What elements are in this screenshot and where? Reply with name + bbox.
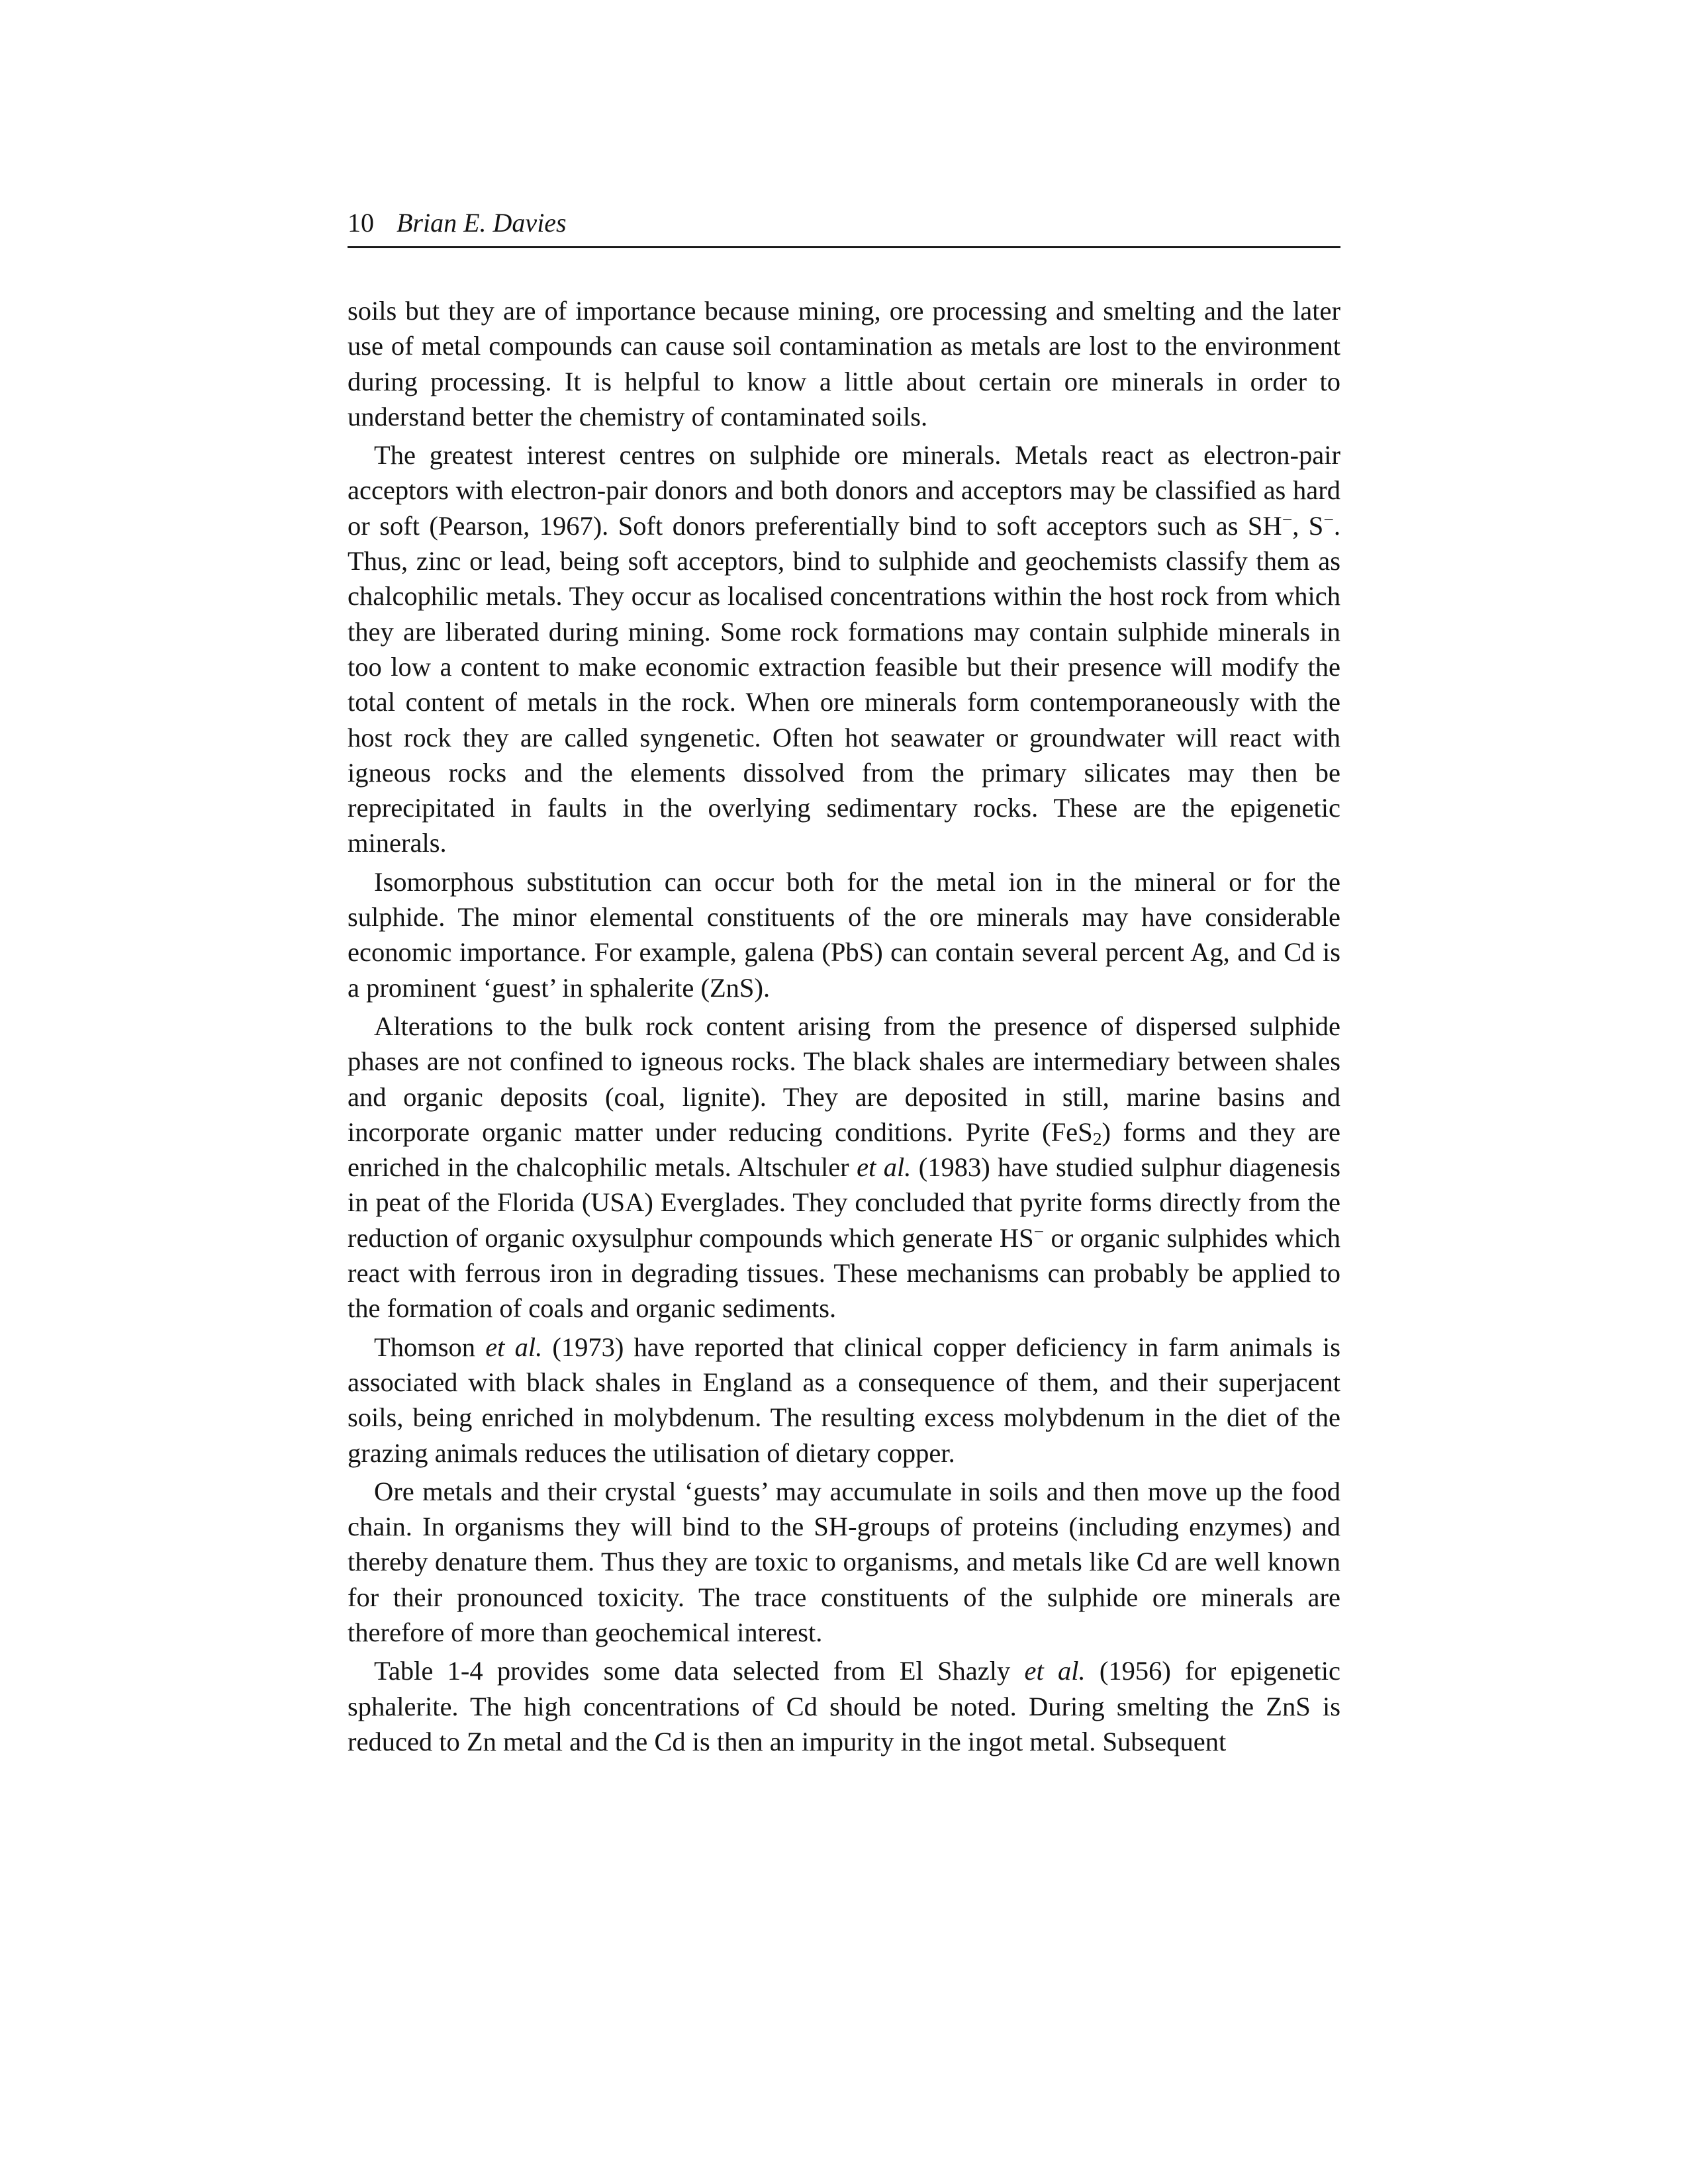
superscript-minus: − <box>1033 1220 1045 1242</box>
p5-text-b: (1973) have reported that clinical copper deficiency in farm animals is associated with black shales in England as a consequence of them, and their superjacent soils, being enriched in molybdenum. The resulting excess molybdenum in the diet of the grazing animals reduces the utilisation of dietary copper. <box>348 1332 1341 1468</box>
et-al-italic: et al. <box>1024 1656 1086 1686</box>
p7-text-b: (1956) for epigenetic sphalerite. The high concentrations of Cd should be noted. During smelting the ZnS is reduced to Zn metal and the Cd is then an impurity in the ingot metal. Subsequent <box>348 1656 1341 1756</box>
p4-text-d: or organic sulphides which react with ferrous iron in degrading tissues. These mechanisms can probably be applied to the formation of coals and organic sediments. <box>348 1222 1340 1324</box>
et-al-italic: et al. <box>485 1332 543 1362</box>
p5-text-a: Thomson <box>374 1332 476 1362</box>
paragraph-6: Ore metals and their crystal ‘guests’ may accumulate in soils and then move up the food chain. In organisms they will bind to the SH-groups of proteins (including enzymes) and thereby denature them. Thus they are toxic to organisms, and metals like Cd are well known for their pronounced toxicity. The trace constituents of the sulphide ore minerals are therefore of more than geochemical interest. <box>348 1476 1340 1647</box>
body-text <box>348 293 1340 1759</box>
paragraph-7 <box>348 1653 1340 1759</box>
paragraph-5 <box>348 1330 1340 1471</box>
p2-text-c: . Thus, zinc or lead, being soft acceptors, bind to sulphide and geochemists classify them as chalcophilic metals. They occur as localised concentrations within the host rock from which they are liberated during mining. Some rock formations may contain sulphide minerals in too low a content to make economic extraction feasible but their presence will modify the total content of metals in the rock. When ore minerals form contemporaneously with the host rock they are called syngenetic. Often hot seawater or groundwater will react with igneous rocks and the elements dissolved from the primary silicates may then be reprecipitated in faults in the overlying sedimentary rocks. These are the epigenetic minerals. <box>348 510 1340 858</box>
paragraph-1: soils but they are of importance because mining, ore processing and smelting and the later use of metal compounds can cause soil contamination as metals are lost to the environment during processing. It is helpful to know a little about certain ore minerals in order to understand better the chemistry of contaminated soils. <box>348 296 1340 432</box>
page-header <box>348 205 1340 248</box>
running-head-author: Brian E. Davies <box>397 208 567 238</box>
superscript-minus: − <box>1323 509 1334 530</box>
p7-text-a: Table 1-4 provides some data selected from El Shazly <box>374 1656 1011 1686</box>
paragraph-4 <box>348 1009 1340 1326</box>
p4-text-b: ) forms and they are enriched in the chalcophilic metals. Altschuler <box>348 1116 1340 1183</box>
page-number: 10 <box>348 208 374 238</box>
paragraph-3: Isomorphous substitution can occur both for the metal ion in the mineral or for the sulphide. The minor elemental constituents of the ore minerals may have considerable economic importance. For example, galena (PbS) can contain several percent Ag, and Cd is a prominent ‘guest’ in sphalerite (ZnS). <box>348 866 1340 1003</box>
et-al-italic: et al. <box>857 1152 912 1183</box>
p4-text-a: Alterations to the bulk rock content arising from the presence of dispersed sulphide phases are not confined to igneous rocks. The black shales are intermediary between shales and organic deposits (coal, lignite). They are deposited in still, marine basins and incorporate organic matter under reducing conditions. Pyrite (FeS <box>348 1011 1340 1147</box>
paragraph-2 <box>348 437 1340 861</box>
p4-text-c: (1983) have studied sulphur diagenesis in peat of the Florida (USA) Everglades. They concluded that pyrite forms directly from the reduction of organic oxysulphur compounds which generate HS <box>348 1152 1341 1253</box>
p2-text-a: The greatest interest centres on sulphide ore minerals. Metals react as electron-pair acceptors with electron-pair donors and both donors and acceptors may be classified as hard or soft (Pearson, 1967). Soft donors preferentially bind to soft acceptors such as SH <box>348 440 1340 541</box>
p2-text-b: , S <box>1292 510 1324 541</box>
subscript-2: 2 <box>1092 1128 1102 1149</box>
superscript-minus: − <box>1282 509 1293 530</box>
